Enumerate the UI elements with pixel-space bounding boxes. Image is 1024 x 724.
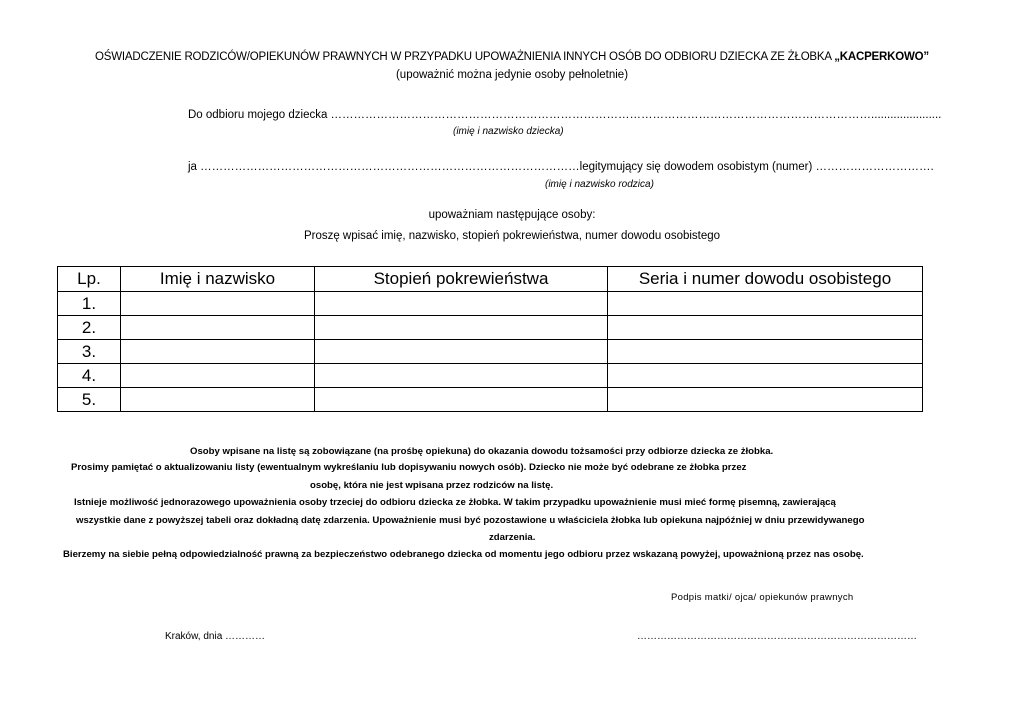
relationship-cell[interactable] <box>315 340 608 364</box>
header-id-number: Seria i numer dowodu osobistego <box>608 267 923 292</box>
authorized-persons-table <box>57 266 923 412</box>
relationship-cell[interactable] <box>315 388 608 412</box>
name-cell[interactable] <box>121 292 315 316</box>
authorize-text: upoważniam następujące osoby: <box>428 209 596 221</box>
note-line: zdarzenia. <box>489 532 536 543</box>
table-row <box>58 364 923 388</box>
header-lp: Lp. <box>58 267 121 292</box>
note-line: Osoby wpisane na listę są zobowiązane (na prośbę opiekuna) do okazania dowodu tożsamości przy odbiorze dziecka ze żłobka. <box>190 446 774 457</box>
parent-name-note: (imię i nazwisko rodzica) <box>545 179 654 190</box>
row-number: 2. <box>58 316 121 340</box>
relationship-cell[interactable] <box>315 364 608 388</box>
id-number-cell[interactable] <box>608 316 923 340</box>
document-subtitle: (upoważnić można jedynie osoby pełnoletnie) <box>395 69 629 81</box>
table-row <box>58 292 923 316</box>
id-number-cell[interactable] <box>608 292 923 316</box>
signature-line[interactable]: ………………………………………………………………………… <box>637 631 917 642</box>
relationship-cell[interactable] <box>315 292 608 316</box>
name-cell[interactable] <box>121 340 315 364</box>
child-name-note: (imię i nazwisko dziecka) <box>453 126 564 137</box>
relationship-cell[interactable] <box>315 316 608 340</box>
header-name: Imię i nazwisko <box>121 267 315 292</box>
title-nursery-name: „KACPERKOWO” <box>834 51 929 63</box>
id-number-cell[interactable] <box>608 388 923 412</box>
parent-name-line[interactable]: ja ………………………………………………………………………………………legitymujący się dowodem osobistym (numer) …………………………. <box>188 161 934 173</box>
note-line: Bierzemy na siebie pełną odpowiedzialność prawną za bezpieczeństwo odebranego dziecka od momentu jego odbioru przez wskazaną powyżej, upoważnioną przez nas osobę. <box>63 549 864 560</box>
header-relationship: Stopień pokrewieństwa <box>315 267 608 292</box>
name-cell[interactable] <box>121 316 315 340</box>
note-line: Istnieje możliwość jednorazowego upoważnienia osoby trzeciej do odbioru dziecka ze żłobka. W takim przypadku upoważnienie musi mieć formę pisemną, zawierającą <box>74 497 836 508</box>
note-line: wszystkie dane z powyższej tabeli oraz dokładną datę zdarzenia. Upoważnienie musi być pozostawione u właściciela żłobka lub opiekuna najpóźniej w dniu przewidywanego <box>76 515 865 526</box>
row-number: 3. <box>58 340 121 364</box>
id-number-cell[interactable] <box>608 364 923 388</box>
document-title <box>0 51 1024 63</box>
name-cell[interactable] <box>121 364 315 388</box>
table-row <box>58 340 923 364</box>
table-header-row <box>58 267 923 292</box>
id-number-cell[interactable] <box>608 340 923 364</box>
table-row <box>58 316 923 340</box>
row-number: 5. <box>58 388 121 412</box>
table-row <box>58 388 923 412</box>
title-main: OŚWIADCZENIE RODZICÓW/OPIEKUNÓW PRAWNYCH W PRZYPADKU UPOWAŻNIENIA INNYCH OSÓB DO ODBIORU DZIECKA ZE ŻŁOBKA <box>95 51 835 63</box>
instruction-text: Proszę wpisać imię, nazwisko, stopień pokrewieństwa, numer dowodu osobistego <box>303 230 721 242</box>
child-name-line[interactable]: Do odbioru mojego dziecka ……………………………………………………………………………………………………………………………...................... <box>188 109 942 121</box>
place-date-field[interactable]: Kraków, dnia ………… <box>165 631 266 642</box>
row-number: 4. <box>58 364 121 388</box>
signature-label: Podpis matki/ ojca/ opiekunów prawnych <box>671 592 854 603</box>
name-cell[interactable] <box>121 388 315 412</box>
note-line: Prosimy pamiętać o aktualizowaniu listy (ewentualnym wykreślaniu lub dopisywaniu nowych osób). Dziecko nie może być odebrane ze żłobka przez <box>71 462 747 473</box>
row-number: 1. <box>58 292 121 316</box>
note-line: osobę, która nie jest wpisana przez rodziców na listę. <box>310 480 554 491</box>
